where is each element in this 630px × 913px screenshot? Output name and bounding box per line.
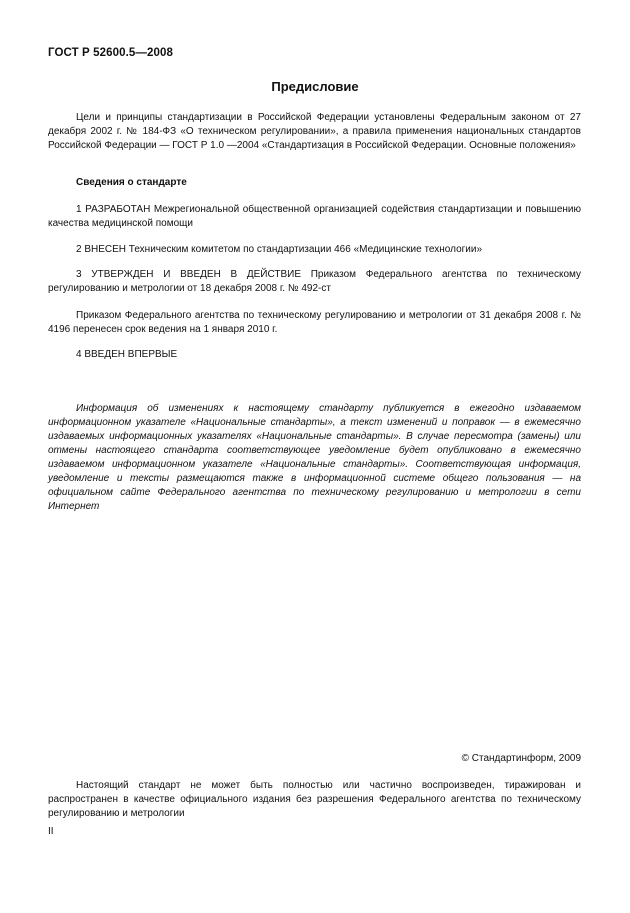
reproduction-paragraph: Настоящий стандарт не может быть полностью или частично воспроизведен, тиражирован и распространен в качестве официального издания без разрешения Федерального агентства по техническому регулированию и метрологии <box>48 780 581 819</box>
item-order-postponed: Приказом Федерального агентства по техническому регулированию и метрологии от 31 декабря 2008 г. № 4196 перенесен срок ведения на 1 января 2010 г. <box>48 310 581 335</box>
page-number: II <box>48 826 54 837</box>
item-approved: 3 УТВЕРЖДЕН И ВВЕДЕН В ДЕЙСТВИЕ Приказом Федерального агентства по техническому регулированию и метрологии от 18 декабря 2008 г. № 492-ст <box>48 269 581 294</box>
item-developed: 1 РАЗРАБОТАН Межрегиональной общественной организацией содействия стандартизации и повышению качества медицинской помощи <box>48 204 581 229</box>
page-title: Предисловие <box>271 79 359 94</box>
intro-paragraph: Цели и принципы стандартизации в Российской Федерации установлены Федеральным законом от 27 декабря 2002 г. № 184-ФЗ «О техническом регулировании», а правила применения национальных стандартов Российской Федерации — ГОСТ Р 1.0 —2004 «Стандартизация в Российской Федерации. Основные положения» <box>48 112 581 151</box>
copyright-line: © Стандартинформ, 2009 <box>461 753 581 764</box>
notice-paragraph: Информация об изменениях к настоящему стандарту публикуется в ежегодно издаваемом информационном указателе «Национальные стандарты», а текст изменений и поправок — в ежемесячно издаваемых информационных указателях «Национальные стандарты». В случае пересмотра (замены) или отмены настоящего стандарта соответствующее уведомление будет опубликовано в ежемесячно издаваемом информационном указателе «Национальные стандарты». Соответствующая информация, уведомление и тексты размещаются также в информационной системе общего пользования — на официальном сайте Федерального агентства по техническому регулированию и метрологии в сети Интернет <box>48 403 581 512</box>
info-heading: Сведения о стандарте <box>76 177 187 188</box>
item-submitted: 2 ВНЕСЕН Техническим комитетом по стандартизации 466 «Медицинские технологии» <box>76 244 483 255</box>
item-introduced-first: 4 ВВЕДЕН ВПЕРВЫЕ <box>76 349 178 360</box>
document-code-header: ГОСТ Р 52600.5—2008 <box>48 47 173 59</box>
